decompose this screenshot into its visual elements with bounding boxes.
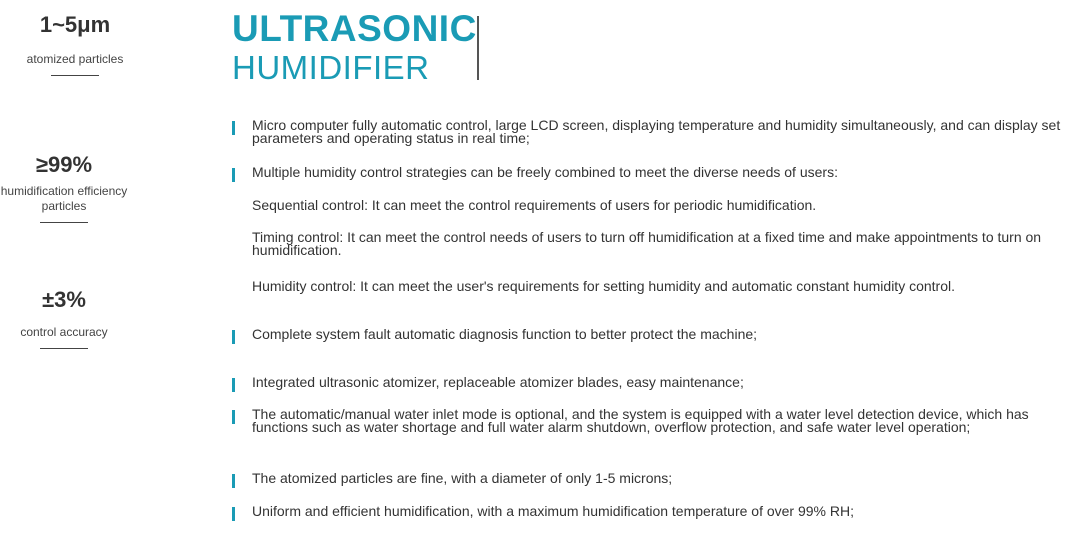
feature-item (232, 328, 1072, 341)
bullet-bar-icon (232, 507, 235, 521)
stat-value: ±3% (42, 287, 86, 312)
feature-text: Sequential control: It can meet the control requirements of users for periodic humidification. (252, 197, 817, 213)
feature-subitem (232, 199, 1072, 212)
stat-label: humidification efficiency particles (0, 184, 128, 213)
stat-divider (40, 348, 88, 349)
feature-text: Uniform and efficient humidification, with a maximum humidification temperature of over 99% RH; (252, 503, 854, 519)
feature-text: Timing control: It can meet the control needs of users to turn off humidification at a fixed time and make appointments to turn on humidification. (252, 229, 1042, 258)
stat-label: atomized particles (26, 52, 124, 66)
stat-value: ≥99% (35, 152, 93, 177)
title-main: ULTRASONIC (232, 8, 477, 49)
feature-item (232, 505, 1072, 518)
feature-item (232, 408, 1072, 434)
feature-item (232, 166, 1072, 179)
feature-item (232, 119, 1072, 145)
bullet-bar-icon (232, 121, 235, 135)
feature-item (232, 472, 1072, 485)
bullet-bar-icon (232, 168, 235, 182)
stat-label: control accuracy (20, 325, 108, 339)
product-title (232, 8, 477, 86)
feature-text: Complete system fault automatic diagnosis function to better protect the machine; (252, 326, 758, 342)
feature-subitem (232, 280, 1072, 293)
feature-text: Micro computer fully automatic control, large LCD screen, displaying temperature and humidity simultaneously, and can display set parameters and operating status in real time; (252, 117, 1061, 146)
feature-text: Integrated ultrasonic atomizer, replaceable atomizer blades, easy maintenance; (252, 374, 744, 390)
feature-subitem (232, 231, 1072, 257)
stat-accuracy (0, 287, 139, 349)
feature-text: Multiple humidity control strategies can be freely combined to meet the diverse needs of users: (252, 164, 838, 180)
feature-item (232, 376, 1072, 389)
bullet-bar-icon (232, 474, 235, 488)
stat-particle-size (0, 12, 150, 76)
bullet-bar-icon (232, 378, 235, 392)
stat-value: 1~5μm (39, 12, 111, 37)
stat-divider (51, 75, 99, 76)
feature-text: Humidity control: It can meet the user's requirements for setting humidity and automatic constant humidity control. (252, 278, 955, 294)
stat-efficiency (0, 152, 139, 223)
title-sub: HUMIDIFIER (232, 49, 430, 86)
feature-text: The automatic/manual water inlet mode is optional, and the system is equipped with a water level detection device, which has functions such as water shortage and full water alarm shutdown, overflow protection, and safe water level operation; (252, 406, 1029, 435)
bullet-bar-icon (232, 330, 235, 344)
stat-divider (40, 222, 88, 223)
title-divider (477, 16, 479, 80)
feature-text: The atomized particles are fine, with a diameter of only 1-5 microns; (252, 470, 673, 486)
bullet-bar-icon (232, 410, 235, 424)
